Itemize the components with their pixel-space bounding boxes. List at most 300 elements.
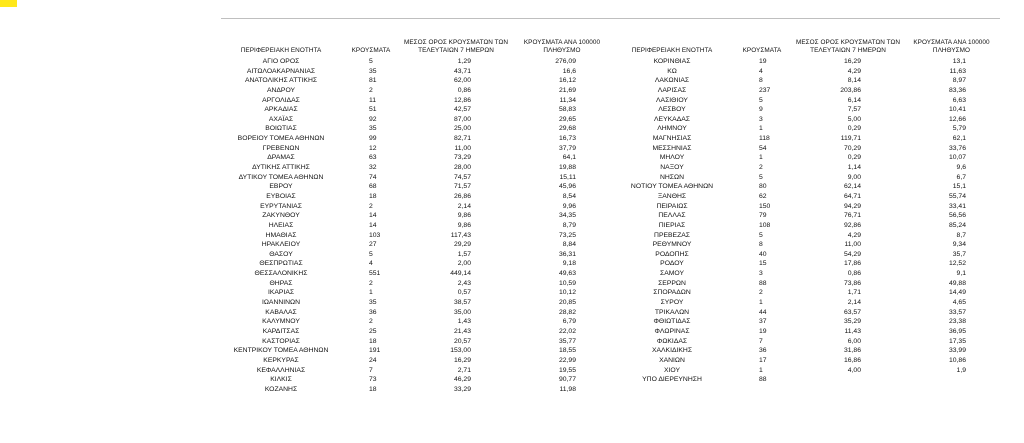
- table-row: [221, 96, 611, 106]
- cell-avg7: 2,14: [847, 299, 861, 307]
- table-row: [611, 327, 1000, 337]
- cell-cases: 103: [369, 231, 381, 239]
- cell-region: ΕΒΡΟΥ: [269, 183, 293, 191]
- table-row: [221, 337, 611, 347]
- table-row: [221, 144, 611, 154]
- cell-region: ΦΛΩΡΙΝΑΣ: [654, 327, 690, 335]
- cell-region: ΣΠΟΡΑΔΩΝ: [653, 289, 691, 297]
- cell-per100k: 15,1: [952, 183, 966, 191]
- table-row: [221, 163, 611, 173]
- header-cases: ΚΡΟΥΣΜΑΤΑ: [351, 46, 391, 54]
- table-row: [611, 231, 1000, 241]
- cell-region: ΦΘΙΩΤΙΔΑΣ: [653, 318, 691, 326]
- cell-cases: 551: [369, 270, 381, 278]
- cell-avg7: 29,29: [453, 241, 471, 249]
- table-row: [221, 327, 611, 337]
- cell-avg7: 74,57: [453, 173, 471, 181]
- cell-region: ΚΑΡΔΙΤΣΑΣ: [262, 327, 300, 335]
- cell-region: ΙΩΑΝΝΙΝΩΝ: [261, 299, 301, 307]
- cell-avg7: 70,29: [843, 144, 861, 152]
- cell-per100k: 36,31: [558, 250, 576, 258]
- cell-per100k: 12,52: [948, 260, 966, 268]
- table-row: [221, 231, 611, 241]
- cell-per100k: 35,77: [558, 337, 576, 345]
- cell-avg7: 35,29: [843, 318, 861, 326]
- header-cases: ΚΡΟΥΣΜΑΤΑ: [742, 46, 782, 54]
- cell-cases: 92: [369, 115, 377, 123]
- table-row: [611, 279, 1000, 289]
- cell-per100k: 34,35: [558, 212, 576, 220]
- cell-avg7: 0,29: [847, 154, 861, 162]
- cell-region: ΚΟΖΑΝΗΣ: [264, 385, 298, 393]
- cell-avg7: 76,71: [843, 212, 861, 220]
- table-row: [611, 67, 1000, 77]
- cell-avg7: 28,00: [453, 164, 471, 172]
- cell-per100k: 33,76: [948, 144, 966, 152]
- cell-region: ΘΑΣΟΥ: [269, 250, 293, 258]
- cell-cases: 2: [759, 289, 763, 297]
- cell-avg7: 94,29: [843, 202, 861, 210]
- cell-region: ΛΑΚΩΝΙΑΣ: [654, 77, 690, 85]
- cell-per100k: 8,7: [956, 231, 966, 239]
- cell-region: ΔΥΤΙΚΟΥ ΤΟΜΕΑ ΑΘΗΝΩΝ: [238, 173, 324, 181]
- cell-cases: 14: [369, 221, 377, 229]
- table-row: [221, 134, 611, 144]
- cell-cases: 74: [369, 173, 377, 181]
- cell-avg7: 43,71: [453, 67, 471, 75]
- cell-cases: 118: [759, 135, 770, 143]
- cell-cases: 36: [759, 347, 767, 355]
- cell-avg7: 5,00: [847, 115, 861, 123]
- cell-cases: 2: [759, 164, 763, 172]
- cell-region: ΗΛΕΙΑΣ: [268, 221, 294, 229]
- cell-cases: 44: [759, 308, 767, 316]
- cell-avg7: 1,57: [457, 250, 471, 258]
- cell-per100k: 22,99: [558, 356, 576, 364]
- cell-per100k: 9,96: [562, 202, 576, 210]
- cell-avg7: 119,71: [840, 135, 861, 143]
- cell-avg7: 6,00: [847, 337, 861, 345]
- cell-per100k: 11,34: [559, 96, 576, 104]
- cell-per100k: 49,88: [948, 279, 966, 287]
- table-row: [221, 346, 611, 356]
- cell-per100k: 18,55: [558, 347, 576, 355]
- cell-avg7: 2,71: [457, 366, 471, 374]
- table-row: [221, 279, 611, 289]
- cell-avg7: 9,00: [847, 173, 861, 181]
- table-row: [611, 76, 1000, 86]
- cell-region: ΞΑΝΘΗΣ: [657, 192, 687, 200]
- cell-avg7: 11,00: [844, 241, 861, 249]
- cell-avg7: 87,00: [453, 115, 471, 123]
- table-row: [611, 115, 1000, 125]
- cell-region: ΑΡΚΑΔΙΑΣ: [264, 106, 298, 114]
- table-row: [221, 192, 611, 202]
- cell-avg7: 20,57: [453, 337, 471, 345]
- table-row: [221, 202, 611, 212]
- cell-region: ΥΠΟ ΔΙΕΡΕΥΝΗΣΗ: [642, 376, 702, 384]
- cell-cases: 2: [369, 202, 373, 210]
- cell-region: ΣΥΡΟΥ: [660, 299, 684, 307]
- cell-region: ΡΟΔΟΠΗΣ: [655, 250, 689, 258]
- cell-region: ΧΑΝΙΩΝ: [659, 356, 685, 364]
- cell-region: ΧΑΛΚΙΔΙΚΗΣ: [651, 347, 693, 355]
- cell-avg7: 117,43: [450, 231, 471, 239]
- cell-per100k: 8,54: [562, 192, 576, 200]
- cell-cases: 35: [369, 67, 377, 75]
- cell-region: ΕΥΡΥΤΑΝΙΑΣ: [260, 202, 302, 210]
- table-row: [221, 240, 611, 250]
- cell-cases: 1: [759, 154, 763, 162]
- cell-cases: 63: [369, 154, 377, 162]
- cell-region: ΤΡΙΚΑΛΩΝ: [654, 308, 690, 316]
- cell-region: ΓΡΕΒΕΝΩΝ: [262, 144, 300, 152]
- table-row: [611, 144, 1000, 154]
- cell-region: ΠΡΕΒΕΖΑΣ: [654, 231, 690, 239]
- cell-cases: 5: [369, 250, 373, 258]
- cell-per100k: 12,66: [948, 115, 966, 123]
- table-row: [611, 124, 1000, 134]
- cell-cases: 99: [369, 135, 377, 143]
- cell-avg7: 16,29: [453, 356, 471, 364]
- cell-avg7: 4,00: [847, 366, 861, 374]
- cell-cases: 5: [759, 96, 763, 104]
- cell-per100k: 6,7: [956, 173, 966, 181]
- cell-cases: 79: [759, 212, 767, 220]
- cell-avg7: 42,57: [453, 106, 471, 114]
- cell-region: ΛΑΣΙΘΙΟΥ: [656, 96, 688, 104]
- table-row: [611, 366, 1000, 376]
- cell-region: ΛΕΣΒΟΥ: [658, 106, 686, 114]
- cell-avg7: 9,86: [457, 221, 471, 229]
- cell-avg7: 54,29: [843, 250, 861, 258]
- cell-region: ΚΕΦΑΛΛΗΝΙΑΣ: [256, 366, 306, 374]
- table-row: [611, 337, 1000, 347]
- cell-per100k: 5,79: [952, 125, 966, 133]
- table-row: [221, 356, 611, 366]
- cell-region: ΚΟΡΙΝΘΙΑΣ: [653, 58, 691, 65]
- cell-avg7: 73,86: [843, 279, 861, 287]
- cell-per100k: 58,83: [558, 106, 576, 114]
- cell-avg7: 2,43: [457, 279, 471, 287]
- cell-cases: 18: [369, 192, 377, 200]
- table-row: [611, 250, 1000, 260]
- cell-avg7: 12,86: [453, 96, 471, 104]
- cell-region: ΛΕΥΚΑΔΑΣ: [654, 115, 690, 123]
- table-row: [221, 221, 611, 231]
- cell-cases: 24: [369, 356, 377, 364]
- table-body-left: [221, 57, 611, 394]
- table-row: [611, 192, 1000, 202]
- cell-cases: 18: [369, 385, 377, 393]
- cell-avg7: 2,00: [457, 260, 471, 268]
- table-row: [221, 182, 611, 192]
- cell-per100k: 11,98: [559, 385, 576, 393]
- cell-per100k: 10,41: [948, 106, 966, 114]
- cell-cases: 81: [369, 77, 377, 85]
- cell-avg7: 203,86: [840, 86, 861, 94]
- cell-per100k: 1,9: [956, 366, 966, 374]
- cell-region: ΑΝΔΡΟΥ: [266, 86, 296, 94]
- highlight-marker: [0, 0, 17, 7]
- cell-per100k: 83,36: [948, 86, 966, 94]
- cell-per100k: 49,63: [558, 270, 576, 278]
- cell-cases: 2: [369, 86, 373, 94]
- cell-region: ΑΙΤΩΛΟΑΚΑΡΝΑΝΙΑΣ: [246, 67, 316, 75]
- table-row: [221, 288, 611, 298]
- cell-cases: 32: [369, 164, 377, 172]
- cell-per100k: 33,41: [948, 202, 966, 210]
- cell-per100k: 10,12: [558, 289, 576, 297]
- cell-avg7: 1,43: [457, 318, 471, 326]
- cell-per100k: 8,79: [562, 221, 576, 229]
- cell-per100k: 13,1: [952, 58, 966, 65]
- cell-region: ΕΥΒΟΙΑΣ: [266, 192, 296, 200]
- table-row: [221, 173, 611, 183]
- cell-cases: 40: [759, 250, 767, 258]
- cell-avg7: 62,00: [453, 77, 471, 85]
- cell-cases: 4: [369, 260, 373, 268]
- cell-region: ΧΙΟΥ: [663, 366, 681, 374]
- cell-region: ΠΕΛΛΑΣ: [658, 212, 686, 220]
- cell-cases: 37: [759, 318, 767, 326]
- table-row: [221, 385, 611, 395]
- table-row: [611, 240, 1000, 250]
- cell-per100k: 36,95: [948, 327, 966, 335]
- cell-region: ΑΧΑΪΑΣ: [268, 115, 294, 123]
- cell-cases: 7: [759, 337, 763, 345]
- cell-region: ΡΟΔΟΥ: [660, 260, 684, 268]
- cell-per100k: 62,1: [952, 135, 966, 143]
- cell-avg7: 11,00: [454, 144, 471, 152]
- table-row: [221, 298, 611, 308]
- cell-avg7: 4,29: [847, 231, 861, 239]
- cell-cases: 3: [759, 115, 763, 123]
- cell-region: ΖΑΚΥΝΘΟΥ: [262, 212, 300, 220]
- cell-cases: 88: [759, 376, 767, 384]
- table-left-half: [221, 19, 611, 394]
- cell-per100k: 29,68: [558, 125, 576, 133]
- cell-per100k: 9,1: [956, 270, 966, 278]
- table-row: [611, 308, 1000, 318]
- cell-cases: 1: [369, 289, 373, 297]
- cell-region: ΗΡΑΚΛΕΙΟΥ: [261, 241, 301, 249]
- cell-avg7: 82,71: [453, 135, 471, 143]
- cell-region: ΔΡΑΜΑΣ: [267, 154, 295, 162]
- cell-per100k: 85,24: [948, 221, 966, 229]
- cell-per100k: 35,7: [952, 250, 966, 258]
- cell-per100k: 10,07: [948, 154, 966, 162]
- table-row: [611, 202, 1000, 212]
- cell-cases: 9: [759, 106, 763, 114]
- cell-per100k: 19,88: [558, 164, 576, 172]
- cell-per100k: 73,25: [558, 231, 576, 239]
- table-row: [611, 163, 1000, 173]
- table-row: [611, 346, 1000, 356]
- cell-avg7: 35,00: [453, 308, 471, 316]
- cell-per100k: 90,77: [558, 376, 576, 384]
- cases-table: [221, 18, 1000, 441]
- cell-avg7: 46,29: [453, 376, 471, 384]
- cell-cases: 17: [759, 356, 767, 364]
- cell-per100k: 64,1: [562, 154, 576, 162]
- table-row: [611, 298, 1000, 308]
- cell-avg7: 73,29: [453, 154, 471, 162]
- table-row: [221, 105, 611, 115]
- cell-avg7: 1,14: [847, 164, 861, 172]
- cell-region: ΜΑΓΝΗΣΙΑΣ: [652, 135, 692, 143]
- cell-avg7: 1,29: [457, 58, 471, 65]
- table-header: [221, 19, 611, 57]
- cell-cases: 11: [369, 96, 377, 104]
- cell-per100k: 16,6: [562, 67, 576, 75]
- cell-region: ΛΑΡΙΣΑΣ: [657, 86, 687, 94]
- cell-region: ΦΩΚΙΔΑΣ: [656, 337, 688, 345]
- cell-cases: 2: [369, 318, 373, 326]
- cell-avg7: 62,14: [843, 183, 861, 191]
- cell-cases: 18: [369, 337, 377, 345]
- cell-per100k: 28,82: [558, 308, 576, 316]
- cell-per100k: 56,56: [948, 212, 966, 220]
- table-row: [611, 317, 1000, 327]
- table-row: [221, 115, 611, 125]
- cell-avg7: 7,57: [847, 106, 861, 114]
- cell-region: ΚΑΣΤΟΡΙΑΣ: [262, 337, 300, 345]
- table-row: [611, 153, 1000, 163]
- cell-cases: 3: [759, 270, 763, 278]
- table-row: [221, 211, 611, 221]
- cell-per100k: 6,79: [562, 318, 576, 326]
- cell-cases: 80: [759, 183, 767, 191]
- cell-avg7: 64,71: [843, 192, 861, 200]
- cell-per100k: 9,18: [562, 260, 576, 268]
- cell-cases: 19: [759, 58, 767, 65]
- table-row: [221, 153, 611, 163]
- cell-avg7: 0,86: [847, 270, 861, 278]
- table-right-half: [611, 19, 1000, 385]
- table-row: [221, 124, 611, 134]
- cell-avg7: 2,14: [457, 202, 471, 210]
- table-row: [221, 375, 611, 385]
- cell-region: ΚΑΒΑΛΑΣ: [265, 308, 297, 316]
- cell-region: ΒΟΙΩΤΙΑΣ: [265, 125, 297, 133]
- cell-region: ΝΗΣΩΝ: [659, 173, 684, 181]
- cell-cases: 14: [369, 212, 377, 220]
- cell-region: ΚΩ: [667, 67, 677, 75]
- cell-per100k: 23,38: [948, 318, 966, 326]
- header-avg7: ΜΕΣΟΣ ΟΡΟΣ ΚΡΟΥΣΜΑΤΩΝ ΤΩΝ ΤΕΛΕΥΤΑΙΩΝ 7 ΗΜΕΡΩΝ: [795, 39, 901, 54]
- cell-cases: 88: [759, 279, 767, 287]
- cell-cases: 4: [759, 67, 763, 75]
- cell-per100k: 9,6: [956, 164, 966, 172]
- cell-avg7: 8,14: [847, 77, 861, 85]
- cell-cases: 1: [759, 366, 763, 374]
- cell-per100k: 19,55: [558, 366, 576, 374]
- cell-avg7: 25,00: [453, 125, 471, 133]
- cell-avg7: 92,86: [843, 221, 861, 229]
- table-row: [221, 269, 611, 279]
- table-row: [221, 76, 611, 86]
- table-body-right: [611, 57, 1000, 385]
- cell-cases: 108: [759, 221, 771, 229]
- cell-per100k: 16,73: [558, 135, 576, 143]
- table-row: [611, 269, 1000, 279]
- table-row: [221, 308, 611, 318]
- cell-cases: 150: [759, 202, 771, 210]
- cell-cases: 7: [369, 366, 373, 374]
- table-row: [221, 86, 611, 96]
- cell-avg7: 16,86: [843, 356, 861, 364]
- cell-per100k: 11,63: [949, 67, 966, 75]
- cell-avg7: 6,14: [847, 96, 861, 104]
- cell-region: ΜΗΛΟΥ: [659, 154, 685, 162]
- cell-region: ΒΟΡΕΙΟΥ ΤΟΜΕΑ ΑΘΗΝΩΝ: [237, 135, 325, 143]
- cell-per100k: 8,84: [562, 241, 576, 249]
- cell-region: ΝΑΞΟΥ: [660, 164, 684, 172]
- cell-region: ΚΕΝΤΡΙΚΟΥ ΤΟΜΕΑ ΑΘΗΝΩΝ: [233, 347, 329, 355]
- cell-cases: 8: [759, 241, 763, 249]
- cell-avg7: 71,57: [453, 183, 471, 191]
- cell-per100k: 15,11: [559, 173, 576, 181]
- cell-cases: 35: [369, 125, 377, 133]
- cell-cases: 73: [369, 376, 377, 384]
- table-row: [221, 259, 611, 269]
- table-row: [611, 96, 1000, 106]
- table-row: [611, 356, 1000, 366]
- cell-avg7: 1,71: [847, 289, 861, 297]
- cell-cases: 36: [369, 308, 377, 316]
- cell-avg7: 0,86: [457, 86, 471, 94]
- table-row: [611, 211, 1000, 221]
- cell-avg7: 63,57: [843, 308, 861, 316]
- cell-cases: 51: [369, 106, 377, 114]
- cell-avg7: 0,29: [847, 125, 861, 133]
- table-row: [611, 259, 1000, 269]
- cell-per100k: 33,57: [948, 308, 966, 316]
- cell-cases: 1: [759, 125, 763, 133]
- cell-region: ΠΙΕΡΙΑΣ: [658, 221, 686, 229]
- cell-cases: 19: [759, 327, 767, 335]
- table-row: [611, 288, 1000, 298]
- cell-avg7: 17,86: [843, 260, 861, 268]
- table-row: [221, 366, 611, 376]
- cell-cases: 8: [759, 77, 763, 85]
- cell-cases: 191: [369, 347, 381, 355]
- cell-per100k: 4,65: [952, 299, 966, 307]
- cell-region: ΚΙΛΚΙΣ: [270, 376, 292, 384]
- cell-region: ΙΚΑΡΙΑΣ: [267, 289, 295, 297]
- cell-cases: 62: [759, 192, 767, 200]
- table-row: [221, 57, 611, 67]
- header-region: ΠΕΡΙΦΕΡΕΙΑΚΗ ΕΝΟΤΗΤΑ: [240, 46, 322, 54]
- cell-per100k: 22,02: [558, 327, 576, 335]
- cell-avg7: 153,00: [450, 347, 471, 355]
- cell-per100k: 10,86: [948, 356, 966, 364]
- cell-cases: 2: [369, 279, 373, 287]
- cell-per100k: 10,59: [558, 279, 576, 287]
- cell-per100k: 45,96: [558, 183, 576, 191]
- cell-cases: 15: [759, 260, 767, 268]
- cell-per100k: 9,34: [952, 241, 966, 249]
- cell-per100k: 16,12: [558, 77, 576, 85]
- cell-per100k: 17,35: [948, 337, 966, 345]
- table-row: [611, 221, 1000, 231]
- cell-cases: 68: [369, 183, 377, 191]
- table-row: [611, 57, 1000, 67]
- cell-per100k: 33,99: [948, 347, 966, 355]
- cell-region: ΑΡΓΟΛΙΔΑΣ: [262, 96, 300, 104]
- cell-per100k: 21,69: [558, 86, 576, 94]
